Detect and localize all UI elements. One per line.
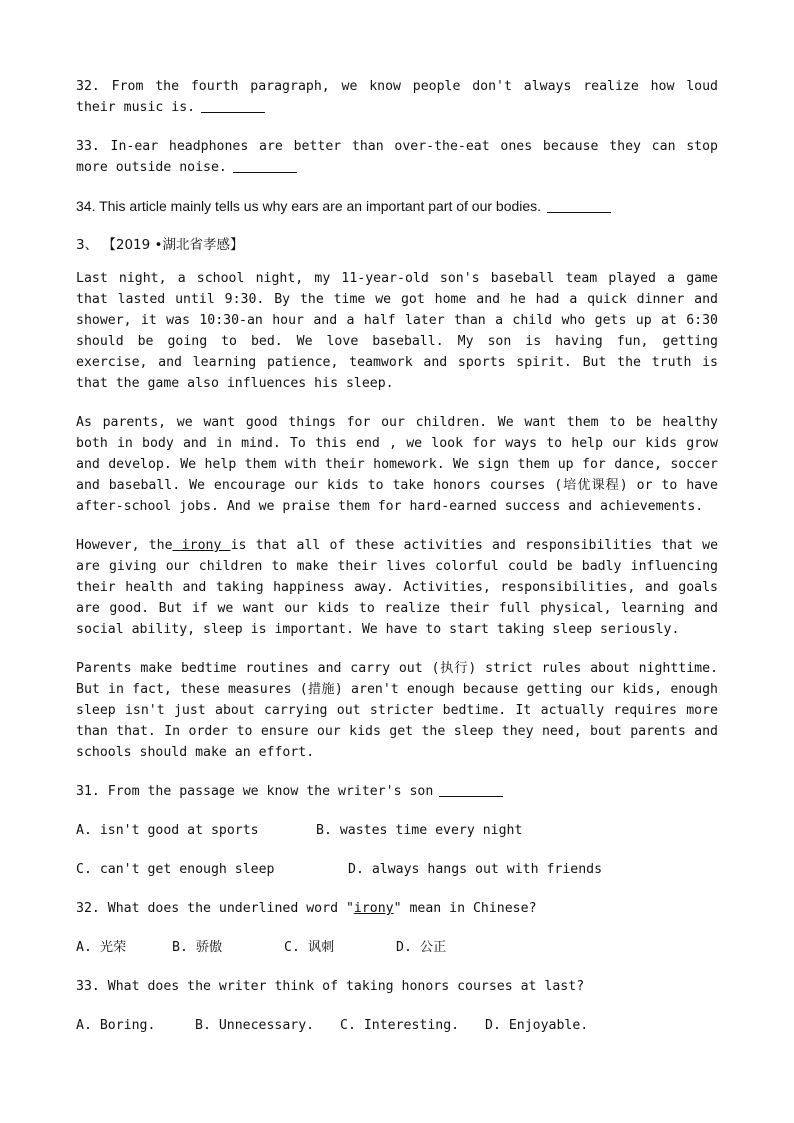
text-before: However, the	[76, 538, 173, 553]
option-a[interactable]: A. Boring.	[76, 1018, 156, 1033]
question-text: " mean in Chinese?	[393, 901, 537, 916]
passage-paragraph-3	[76, 535, 718, 640]
passage-paragraph-1: Last night, a school night, my 11-year-old son's baseball team played a game that lasted until 9:30. By the time we got home and he had a quick dinner and shower, it was 10:30-an hour and a half later than a child who gets up at 6:30 should be going to bed. We love baseball. My son is having fun, getting exercise, and learning patience, teamwork and sports spirit. But the truth is that the game also influences his sleep.	[76, 271, 718, 391]
underlined-word-irony: irony	[353, 901, 394, 916]
question-text: 32. What does the underlined word "	[76, 901, 354, 916]
option-d[interactable]: D. Enjoyable.	[485, 1018, 589, 1033]
underlined-word-irony: irony	[172, 538, 231, 553]
option-b[interactable]: B. wastes time every night	[316, 823, 523, 838]
question-31-options-row-2	[76, 859, 718, 880]
document-page	[76, 76, 718, 1054]
question-33-options	[76, 1015, 718, 1036]
question-32-options	[76, 937, 718, 958]
option-a[interactable]: A. isn't good at sports	[76, 823, 259, 838]
passage-paragraph-2: As parents, we want good things for our children. We want them to be healthy both in body and in mind. To this end , we look for ways to help our kids grow and develop. We help them with their homework. We sign them up for dance, soccer and baseball. We encourage our kids to take honors courses (培优课程) or to have after-school jobs. And we praise them for hard-earned success and achievements.	[76, 415, 718, 514]
option-b[interactable]: B. Unnecessary.	[195, 1018, 315, 1033]
passage-paragraph-4: Parents make bedtime routines and carry out (执行) strict rules about nighttime. But in fact, these measures (措施) aren't enough because getting our kids, enough sleep isn't just about carrying out stricter bedtime. It actually requires more than that. In order to ensure our kids get the sleep they need, bout parents and schools should make an effort.	[76, 661, 718, 760]
option-c[interactable]: C. can't get enough sleep	[76, 862, 275, 877]
section-header: 3、 【2019 •湖北省孝感】	[76, 237, 244, 253]
option-b[interactable]: B. 骄傲	[172, 940, 223, 955]
question-33-stem: 33. What does the writer think of taking honors courses at last?	[76, 979, 585, 994]
question-text: 33. In-ear headphones are better than over-the-eat ones because they can stop more outside noise.	[76, 139, 718, 175]
question-32-stem	[76, 898, 718, 919]
option-c[interactable]: C. Interesting.	[340, 1018, 460, 1033]
option-c[interactable]: C. 讽刺	[284, 940, 335, 955]
answer-blank	[547, 198, 611, 213]
answer-blank	[201, 98, 265, 113]
question-text: 31. From the passage we know the writer's son	[76, 784, 434, 799]
question-32-intro	[76, 76, 718, 118]
question-31-options-row-1	[76, 820, 718, 841]
answer-blank	[439, 782, 503, 797]
option-d[interactable]: D. always hangs out with friends	[348, 862, 603, 877]
question-31-stem	[76, 781, 718, 802]
question-33-intro	[76, 136, 718, 178]
option-d[interactable]: D. 公正	[396, 940, 447, 955]
question-text: 34. This article mainly tells us why ears are an important part of our bodies.	[76, 198, 542, 214]
text-after: is that all of these activities and responsibilities that we are giving our children to make their lives colorful could be badly influencing their health and taking happiness away. Activities, responsibilities, and goals are good. But if we want our kids to realize their full physical, learning and social ability, sleep is important. We have to start taking sleep seriously.	[76, 538, 719, 637]
option-a[interactable]: A. 光荣	[76, 940, 127, 955]
answer-blank	[233, 158, 297, 173]
question-text: 32. From the fourth paragraph, we know people don't always realize how loud their music is.	[76, 79, 718, 115]
question-34-intro	[76, 196, 718, 217]
